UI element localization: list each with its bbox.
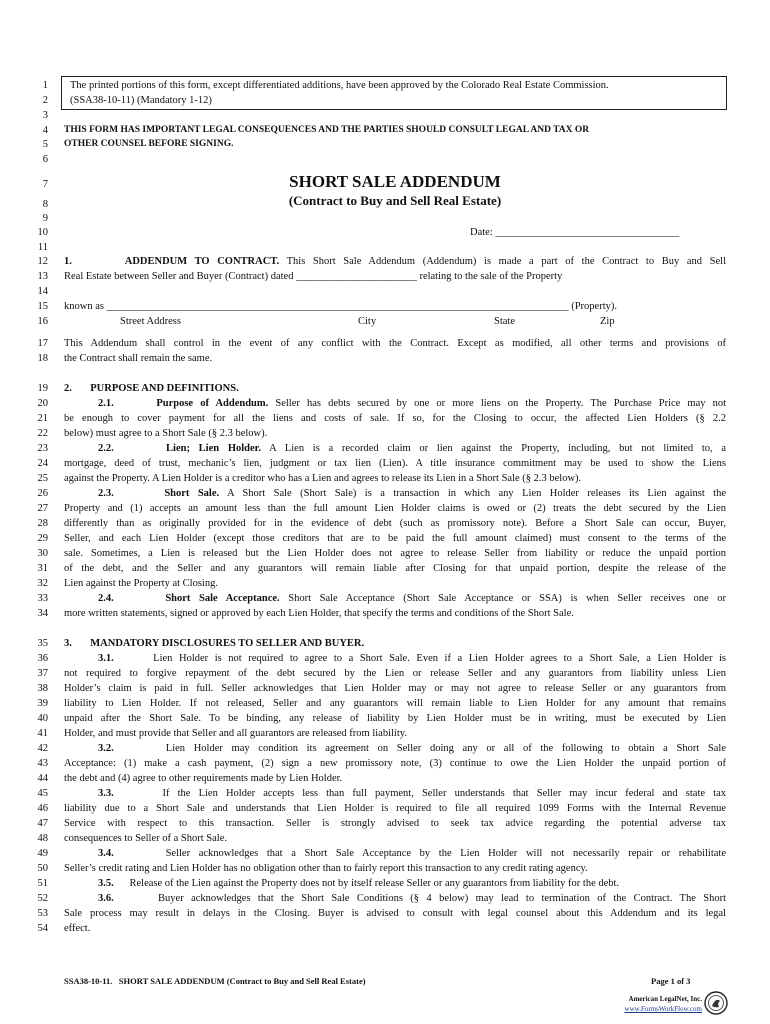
line-number: 34 [37, 608, 48, 619]
s2-1-heading: Purpose of Addendum. [156, 398, 269, 409]
s2-line-27: Property and (1) accepts an amount less than the full amount Lien Holder claims is owed or (2) treats the debt secured by the Lien [64, 503, 726, 514]
warning-line-1: THIS FORM HAS IMPORTANT LEGAL CONSEQUENCES AND THE PARTIES SHOULD CONSULT LEGAL AND TAX OR [64, 125, 590, 135]
zip-label: Zip [600, 316, 615, 327]
line-number: 50 [37, 863, 48, 874]
line-number: 48 [37, 833, 48, 844]
footer-form-id: SSA38-10-11. SHORT SALE ADDENDUM (Contract to Buy and Sell Real Estate) [64, 976, 366, 986]
s2-line-24: mortgage, deed of trust, mechanic’s lien, judgment or tax lien (Lien). A title insurance commitment may be used to show the Liens [64, 458, 726, 469]
s1-line-18: the Contract shall remain the same. [64, 353, 213, 364]
s3-line-44: the debt and (4) agree to other requirements made by Lien Holder. [64, 773, 343, 784]
line-number: 2 [42, 95, 48, 106]
line-number: 43 [37, 758, 48, 769]
line-number: 17 [37, 338, 48, 349]
s1-line-12 [64, 254, 726, 269]
s3-1-number: 3.1. [98, 653, 114, 664]
line-number: 19 [37, 383, 48, 394]
line-number: 16 [37, 316, 48, 327]
s3-6-number: 3.6. [98, 893, 114, 904]
s2-1-text: Seller has debts secured by one or more liens on the Property. The Purchase Price may not [275, 398, 726, 409]
warning-line-2: OTHER COUNSEL BEFORE SIGNING. [64, 139, 234, 149]
line-number: 21 [37, 413, 48, 424]
s2-2-text: A Lien is a recorded claim or lien against the Property, including, but not limited to, a [269, 443, 726, 454]
s2-1-number: 2.1. [98, 398, 114, 409]
page-title: SHORT SALE ADDENDUM [289, 172, 501, 191]
s3-4-text: Seller acknowledges that a Short Sale Acceptance by the Lien Holder will not necessarily repair or rehabilitate [165, 848, 726, 859]
line-number: 23 [37, 443, 48, 454]
s3-line-54: effect. [64, 923, 91, 934]
s3-2-text: Lien Holder may condition its agreement on Seller doing any or all of the following to obtain a Short Sale [165, 743, 726, 754]
s2-line-28: differently than as originally provided for in the evidence of debt (such as promissory note). Before a Short Sale can occur, Buyer, [64, 518, 726, 529]
s2-line-25: against the Property. A Lien Holder is a creditor who has a Lien and agrees to release its Lien in a Short Sale (§ 2.3 below). [64, 473, 582, 484]
line-number: 35 [37, 638, 48, 649]
s2-line-31: of the debt, and the Seller and any guarantors will remain liable after Closing for that unpaid portion, despite the release of the [64, 563, 726, 574]
s2-line-32: Lien against the Property at Closing. [64, 578, 218, 589]
line-number: 36 [37, 653, 48, 664]
city-label: City [358, 316, 377, 327]
line-number: 31 [37, 563, 48, 574]
s3-line-52 [98, 891, 726, 906]
s3-line-48: consequences to Seller of a Short Sale. [64, 833, 227, 844]
s2-4-number: 2.4. [98, 593, 114, 604]
s3-line-46: liability due to a Short Sale and understands that Lien Holder is required to file all required 1099 Forms with the Internal Revenue [64, 803, 726, 814]
s2-line-26 [98, 486, 726, 501]
s2-4-text: Short Sale Acceptance (Short Sale Acceptance or SSA) is when Seller receives one or [288, 593, 726, 604]
s3-3-number: 3.3. [98, 788, 114, 799]
brand-url-link[interactable]: www.FormsWorkFlow.com [624, 1005, 702, 1013]
line-number: 46 [37, 803, 48, 814]
s3-line-50: Seller’s credit rating and Lien Holder has no obligation other than to fairly report this transaction to any credit rating agency. [64, 863, 588, 874]
s2-line-23 [98, 441, 726, 456]
line-number: 28 [37, 518, 48, 529]
line-number: 44 [37, 773, 48, 784]
line-number: 7 [42, 179, 48, 190]
line-number: 26 [37, 488, 48, 499]
line-number: 54 [37, 923, 48, 934]
s2-3-heading: Short Sale. [164, 488, 220, 499]
s1-heading: 1. ADDENDUM TO CONTRACT. [64, 256, 280, 267]
page-subtitle: (Contract to Buy and Sell Real Estate) [288, 193, 502, 208]
s3-line-41: Holder, and must provide that Seller and all guarantors are released from liability. [64, 728, 407, 739]
s2-line-21: be enough to cover payment for all the liens and costs of sale. If so, for the Closing to occur, the affected Lien Holders (§ 2.2 [64, 413, 726, 424]
date-field[interactable]: Date: ___________________________________ [470, 227, 680, 238]
s3-5-number: 3.5. [98, 878, 114, 889]
property-address-field[interactable]: known as ________________________________________________________________________________________ (Property). [64, 301, 617, 312]
footer-brand [612, 994, 702, 1014]
s3-line-47: Service with respect to this transaction. Seller is strongly advised to seek tax advice regarding the potential adverse tax [64, 818, 726, 829]
s2-line-20 [98, 396, 726, 411]
s3-line-42 [98, 741, 726, 756]
line-number: 22 [37, 428, 48, 439]
s3-3-text: If the Lien Holder accepts less than full payment, Seller understands that Seller may incur federal and state tax [162, 788, 726, 799]
line-number: 15 [37, 301, 48, 312]
notice-line-2: (SSA38-10-11) (Mandatory 1-12) [70, 95, 212, 106]
line-number: 5 [42, 139, 48, 150]
s2-line-30: sale. Sometimes, a Lien is released but the Lien Holder does not agree to release Seller from liability or reduce the unpaid portion [64, 548, 726, 559]
line-number: 1 [42, 80, 48, 91]
s3-line-39: liability to Lien Holder. If not released, Seller and any guarantors will remain liable to Lien Holder for any amount that remains [64, 698, 726, 709]
s3-line-36 [98, 651, 726, 666]
line-number: 20 [37, 398, 48, 409]
line-number: 53 [37, 908, 48, 919]
line-number: 47 [37, 818, 48, 829]
line-number: 29 [37, 533, 48, 544]
notice-line-1: The printed portions of this form, except differentiated additions, have been approved by the Colorado Real Estate Commission. [70, 80, 609, 91]
s3-heading: 3. MANDATORY DISCLOSURES TO SELLER AND BUYER. [64, 638, 365, 649]
s2-4-heading: Short Sale Acceptance. [165, 593, 280, 604]
s3-2-number: 3.2. [98, 743, 114, 754]
line-number: 42 [37, 743, 48, 754]
street-address-label: Street Address [120, 316, 181, 327]
s2-line-34: more written statements, signed or approved by each Lien Holder, that specify the terms and conditions of the Short Sale. [64, 608, 574, 619]
s3-1-text: Lien Holder is not required to agree to a Short Sale. Even if a Lien Holder agrees to a Short Sale, a Lien Holder is [153, 653, 726, 664]
line-number: 39 [37, 698, 48, 709]
brand-logo-icon [704, 991, 728, 1015]
line-number: 12 [37, 256, 48, 267]
s3-line-49 [98, 846, 726, 861]
s2-3-number: 2.3. [98, 488, 114, 499]
s2-line-33 [98, 591, 726, 606]
s2-3-text: A Short Sale (Short Sale) is a transaction in which any Lien Holder releases its Lien against the [227, 488, 726, 499]
state-label: State [494, 316, 515, 327]
line-number: 33 [37, 593, 48, 604]
s1-line-13[interactable]: Real Estate between Seller and Buyer (Contract) dated _______________________ relating to the sale of the Property [64, 271, 563, 282]
s3-4-number: 3.4. [98, 848, 114, 859]
line-number: 10 [37, 227, 48, 238]
s3-line-38: Holder’s claim is paid in full. Seller acknowledges that Lien Holder may or may not agree to release Seller or any guarantors from [64, 683, 726, 694]
line-number: 24 [37, 458, 48, 469]
line-number: 41 [37, 728, 48, 739]
s3-line-43: Acceptance: (1) make a cash payment, (2) sign a new promissory note, (3) continue to owe the Lien Holder the unpaid portion of [64, 758, 726, 769]
line-number: 11 [37, 242, 48, 253]
s2-line-22: below) must agree to a Short Sale (§ 2.3 below). [64, 428, 268, 439]
line-number: 38 [37, 683, 48, 694]
s3-line-40: unpaid after the Short Sale. To be binding, any release of liability by Lien Holder must be in writing, must be executed by Lien [64, 713, 726, 724]
s3-line-37: not required to forgive repayment of the debt secured by the Lien or release Seller and any guarantors from liability unless Lien [64, 668, 726, 679]
s3-line-45 [98, 786, 726, 801]
line-number: 45 [37, 788, 48, 799]
s2-line-29: Seller, and each Lien Holder (except those creditors that are to be paid the full amount claimed) must consent to the terms of the [64, 533, 726, 544]
s1-text-12: This Short Sale Addendum (Addendum) is made a part of the Contract to Buy and Sell [286, 256, 726, 267]
line-number: 27 [37, 503, 48, 514]
line-number: 30 [37, 548, 48, 559]
brand-name: American LegalNet, Inc. [628, 995, 702, 1003]
s1-line-17: This Addendum shall control in the event of any conflict with the Contract. Except as modified, all other terms and provisions of [64, 338, 726, 349]
line-number: 52 [37, 893, 48, 904]
line-number: 9 [42, 213, 48, 224]
line-number: 8 [42, 199, 48, 210]
s3-6-text: Buyer acknowledges that the Short Sale Conditions (§ 4 below) may lead to termination of the Contract. The Short [158, 893, 726, 904]
line-number: 49 [37, 848, 48, 859]
line-number: 13 [37, 271, 48, 282]
s3-line-51 [98, 876, 726, 891]
line-number: 18 [37, 353, 48, 364]
line-number: 32 [37, 578, 48, 589]
line-number: 40 [37, 713, 48, 724]
line-number: 25 [37, 473, 48, 484]
line-number: 3 [42, 110, 48, 121]
s3-5-text: Release of the Lien against the Property does not by itself release Seller or any guarantors from liability for the debt. [129, 878, 620, 889]
line-number: 37 [37, 668, 48, 679]
line-number: 4 [42, 125, 48, 136]
s3-line-53: Sale process may result in delays in the Closing. Buyer is advised to consult with legal counsel about this Addendum and its legal [64, 908, 726, 919]
s2-2-number: 2.2. [98, 443, 114, 454]
line-number: 14 [37, 286, 48, 297]
footer-page-number: Page 1 of 3 [651, 976, 691, 986]
s2-heading: 2. PURPOSE AND DEFINITIONS. [64, 383, 239, 394]
line-number: 6 [42, 154, 48, 165]
s2-2-heading: Lien; Lien Holder. [166, 443, 261, 454]
line-number: 51 [37, 878, 48, 889]
